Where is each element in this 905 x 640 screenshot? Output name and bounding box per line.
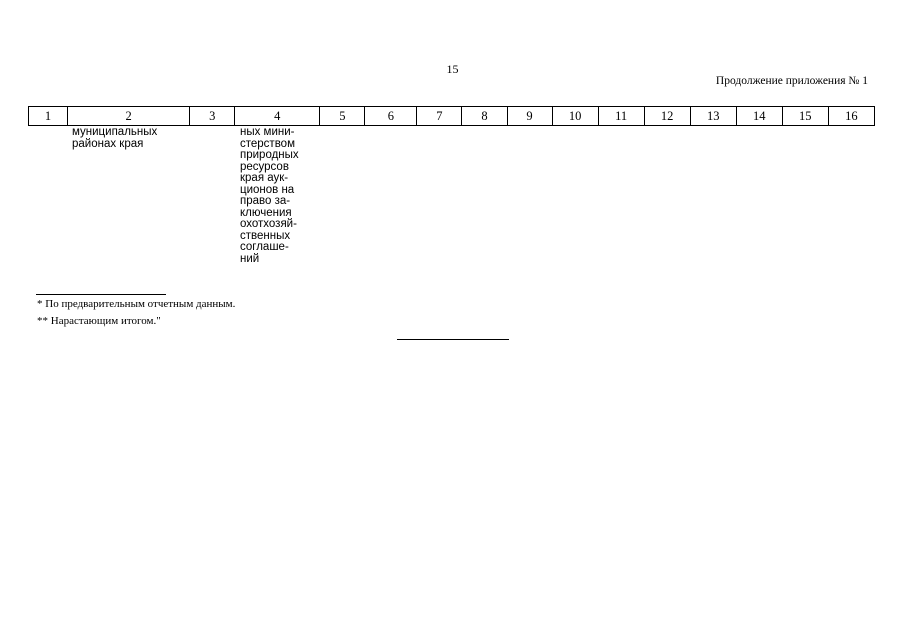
column-number-cell: 11 — [598, 107, 644, 126]
text-line: ных мини- — [240, 126, 295, 138]
column-number-cell: 13 — [690, 107, 736, 126]
appendix-continuation-note: Продолжение приложения № 1 — [715, 75, 868, 87]
column-number-cell: 4 — [235, 107, 320, 126]
column-number-cell: 10 — [552, 107, 598, 126]
footnote-preliminary-data: * По предварительным отчетным данным. — [37, 298, 236, 310]
text-line: края аук- — [240, 172, 289, 184]
text-line: стерством — [240, 137, 295, 150]
column-number-cell: 3 — [190, 107, 235, 126]
text-line: природных — [240, 149, 299, 161]
text-line: ний — [240, 252, 260, 265]
column-number-cell: 5 — [320, 107, 365, 126]
text-line: ресурсов — [240, 160, 289, 173]
column-number-cell: 6 — [365, 107, 417, 126]
text-line: ключения — [240, 206, 292, 219]
column-number-cell: 12 — [644, 107, 690, 126]
text-line: районах края — [72, 137, 144, 150]
document-end-rule — [397, 339, 509, 340]
column-2-text — [72, 127, 157, 150]
text-line: муниципальных — [72, 126, 158, 138]
text-line: ционов на — [240, 183, 295, 196]
text-line: соглаше- — [240, 241, 289, 253]
column-number-cell: 8 — [462, 107, 507, 126]
column-number-cell: 2 — [68, 107, 190, 126]
column-number-row — [29, 107, 875, 126]
column-number-cell: 1 — [29, 107, 68, 126]
footnote-separator — [36, 294, 166, 295]
text-line: право за- — [240, 195, 291, 207]
column-number-cell: 14 — [736, 107, 782, 126]
column-4-text — [240, 127, 299, 265]
column-number-cell: 15 — [782, 107, 828, 126]
text-line: ственных — [240, 229, 291, 242]
footnote-cumulative-total: ** Нарастающим итогом." — [37, 315, 161, 327]
column-number-cell: 9 — [507, 107, 552, 126]
column-number-cell: 7 — [417, 107, 462, 126]
column-number-table — [28, 106, 875, 126]
page-number: 15 — [446, 62, 459, 76]
text-line: охотхозяй- — [240, 218, 297, 230]
column-number-cell: 16 — [828, 107, 874, 126]
